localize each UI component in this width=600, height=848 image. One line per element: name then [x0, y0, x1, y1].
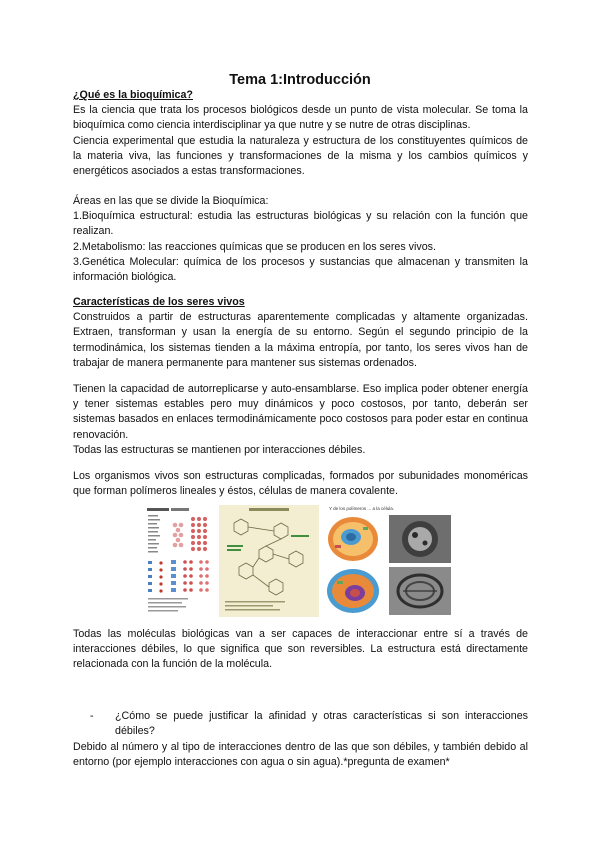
section-heading-biochemistry: ¿Qué es la bioquímica?: [73, 89, 193, 101]
paragraph-structures: Construidos a partir de estructuras aparentemente complicadas y altamente organizadas. Extraen, transforman y usan la energía de su entorno. Según el segundo principio de la termodinámica, los sistemas tienden a la máxima entropía, por tanto, los seres vivos han de trabajar de manera permanente para mantener sus sistemas ordenados.: [73, 311, 528, 369]
figure-caption-polymers-to-cell: Y de los polímeros ... a la célula.: [329, 506, 394, 511]
paragraph-molecules-interact: Todas las moléculas biológicas van a ser capaces de interaccionar entre sí a través de interacciones débiles, lo que significa que son reversibles. La estructura está directamente relacionada con la función de la molécula.: [73, 628, 528, 671]
section-organisms: [73, 469, 528, 499]
section-answer: [73, 740, 528, 770]
section-heading-living-beings: Características de los seres vivos: [73, 296, 245, 308]
area-item-structural: 1.Bioquímica estructural: estudia las estructuras biológicas y su relación con la función que realizan.: [73, 210, 528, 238]
areas-list: [73, 194, 528, 285]
paragraph-self-replication: Tienen la capacidad de autorreplicarse y auto-ensamblarse. Eso implica poder obtener energía y tener sistemas estables pero muy dinámicos y poco costosos, por tanto, deberán ser sistemas basados en enlaces termodinámicamente poco costosos para poder estar en continua renovación.: [73, 383, 528, 441]
areas-intro: Áreas en las que se divide la Bioquímica:: [73, 195, 269, 207]
monomers-chart-image: [145, 505, 215, 617]
section-what-is-biochemistry: [73, 88, 528, 179]
bullet-question-text: ¿Cómo se puede justificar la afinidad y otras características si son interacciones débiles?: [115, 710, 528, 738]
paragraph-organisms: Los organismos vivos son estructuras complicadas, formados por subunidades monoméricas que forman polímeros lineales y éstos, células de manera covalente.: [73, 470, 528, 498]
section-replication: [73, 382, 528, 458]
cells-image: [323, 505, 455, 617]
polymers-diagram-image: [219, 505, 319, 617]
biomolecules-figure: [145, 505, 455, 617]
page-title: Tema 1:Introducción: [229, 72, 371, 88]
bullet-marker: -: [90, 710, 94, 722]
paragraph-experimental-science: Ciencia experimental que estudia la naturaleza y estructura de los constituyentes químicos de la materia viva, las funciones y transformaciones de la misma y los cambios químicos y energéticos asociados a estas transformaciones.: [73, 134, 528, 178]
section-living-beings: [73, 295, 528, 371]
paragraph-answer: Debido al número y al tipo de interacciones dentro de las que son débiles, y también debido al entorno (por ejemplo interacciones con agua o sin agua).*pregunta de examen*: [73, 741, 528, 769]
area-item-metabolism: 2.Metabolismo: las reacciones químicas que se producen en los seres vivos.: [73, 240, 436, 253]
area-item-genetics: 3.Genética Molecular: química de los procesos y sustancias que almacenan y transmiten la información biológica.: [73, 255, 528, 284]
section-molecules: [73, 627, 528, 673]
paragraph-weak-interactions: Todas las estructuras se mantienen por interacciones débiles.: [73, 443, 366, 456]
paragraph-definition: Es la ciencia que trata los procesos biológicos desde un punto de vista molecular. Se toma la bioquímica como ciencia interdisciplinar ya que nutre y se nutre de otras disciplinas.: [73, 104, 528, 132]
